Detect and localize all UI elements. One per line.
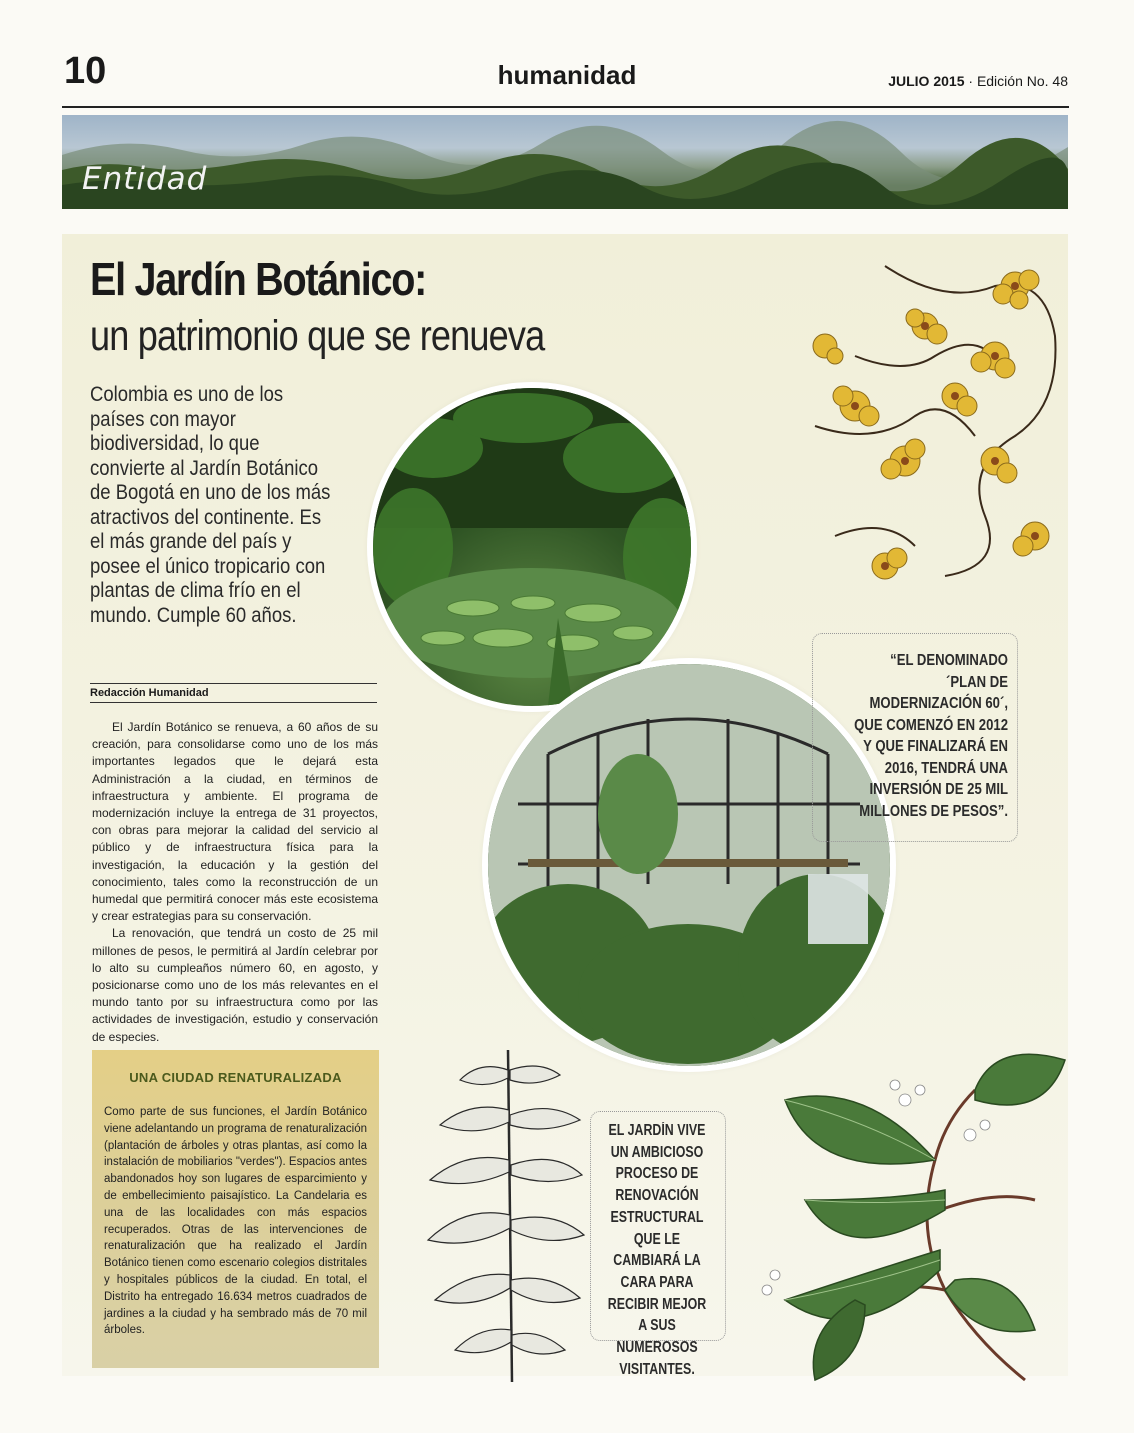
headline: El Jardín Botánico: [90,253,426,305]
section-banner [62,115,1068,209]
tropicario-pond-photo [373,388,691,706]
article-body [92,719,378,1046]
leafy-branch-illustration [745,1040,1070,1390]
pull-quote-1: “EL DENOMINADO ´PLAN DE MODERNIZACIÓN 60´, QUE COMENZÓ EN 2012 Y QUE FINALIZARÁ EN 2016, TENDRÁ UNA INVERSIÓN DE 25 MIL MILLONES DE PESOS”. [854,652,1008,820]
byline-rule-top [90,683,377,684]
issue-separator: · [968,73,974,89]
body-paragraph-2: La renovación, que tendrá un costo de 25 mil millones de pesos, le permitirá al Jardín celebrar por lo alto su cumpleaños número 60, en agosto, y posicionarse como uno de los más relevantes en el mundo tanto por su infraestructura como por las actividades de investigación, estudio y conservación de especies. [92,926,378,1044]
byline: Redacción Humanidad [90,687,209,699]
issue-date: JULIO 2015 [888,73,965,89]
pull-quote-2: EL JARDÍN VIVE UN AMBICIOSO PROCESO DE RENOVACIÓN ESTRUCTURAL QUE LE CAMBIARÁ LA CARA PARA RECIBIR MEJOR A SUS NUMEROSOS VISITANTES. [607,1122,707,1378]
sidebar-box [92,1050,379,1368]
herb-engraving [420,1030,585,1382]
sidebar-text: Como parte de sus funciones, el Jardín Botánico viene adelantando un programa de renaturalización (plantación de árboles y otras plantas, así como la instalación de mobiliarios "verdes"). Espacios antes abandonados hoy son lugares de esparcimiento y de embellecimiento paisajístico. La Candelaria es una de las localidades con más espacios recuperados. Otras de las intervenciones de renaturalización que ha realizado el Jardín Botánico tienen como escenario colegios distritales y hospitales públicos de la ciudad. En total, el Distrito ha entregado 16.634 metros cuadrados de jardines a la ciudad y ha sembrado más de 70 mil árboles. [104,1106,367,1337]
section-name: humanidad [497,60,637,90]
page-number: 10 [64,50,107,92]
landscape-image [62,115,1068,209]
subheadline: un patrimonio que se renueva [90,312,545,360]
orchid-illustration [795,246,1070,596]
header-rule [62,106,1069,108]
issue-info [888,74,1068,88]
lead-paragraph: Colombia es uno de los países con mayor biodiversidad, lo que convierte al Jardín Botánico de Bogotá en uno de los más atractivos del continente. Es el más grande del país y posee el único tropicario con plantas de clima frío en el mundo. Cumple 60 años. [90,383,331,627]
byline-rule-bottom [90,702,377,703]
issue-edition: Edición No. 48 [976,73,1068,89]
banner-label: Entidad [82,161,208,197]
sidebar-title: UNA CIUDAD RENATURALIZADA [129,1070,342,1085]
body-paragraph-1: El Jardín Botánico se renueva, a 60 años de su creación, para consolidarse como uno de los más importantes legados que le dejará esta Administración a la ciudad, en términos de infraestructura y ambiente. El programa de modernización incluye la entrega de 31 proyectos, con obras para mejorar la calidad del servicio al público y de infraestructura física para la investigación, la educación y la gestión del conocimiento, tales como la reconstrucción de un humedal que permitirá conocer más este ecosistema y crear estrategias para su conservación. [92,720,378,924]
